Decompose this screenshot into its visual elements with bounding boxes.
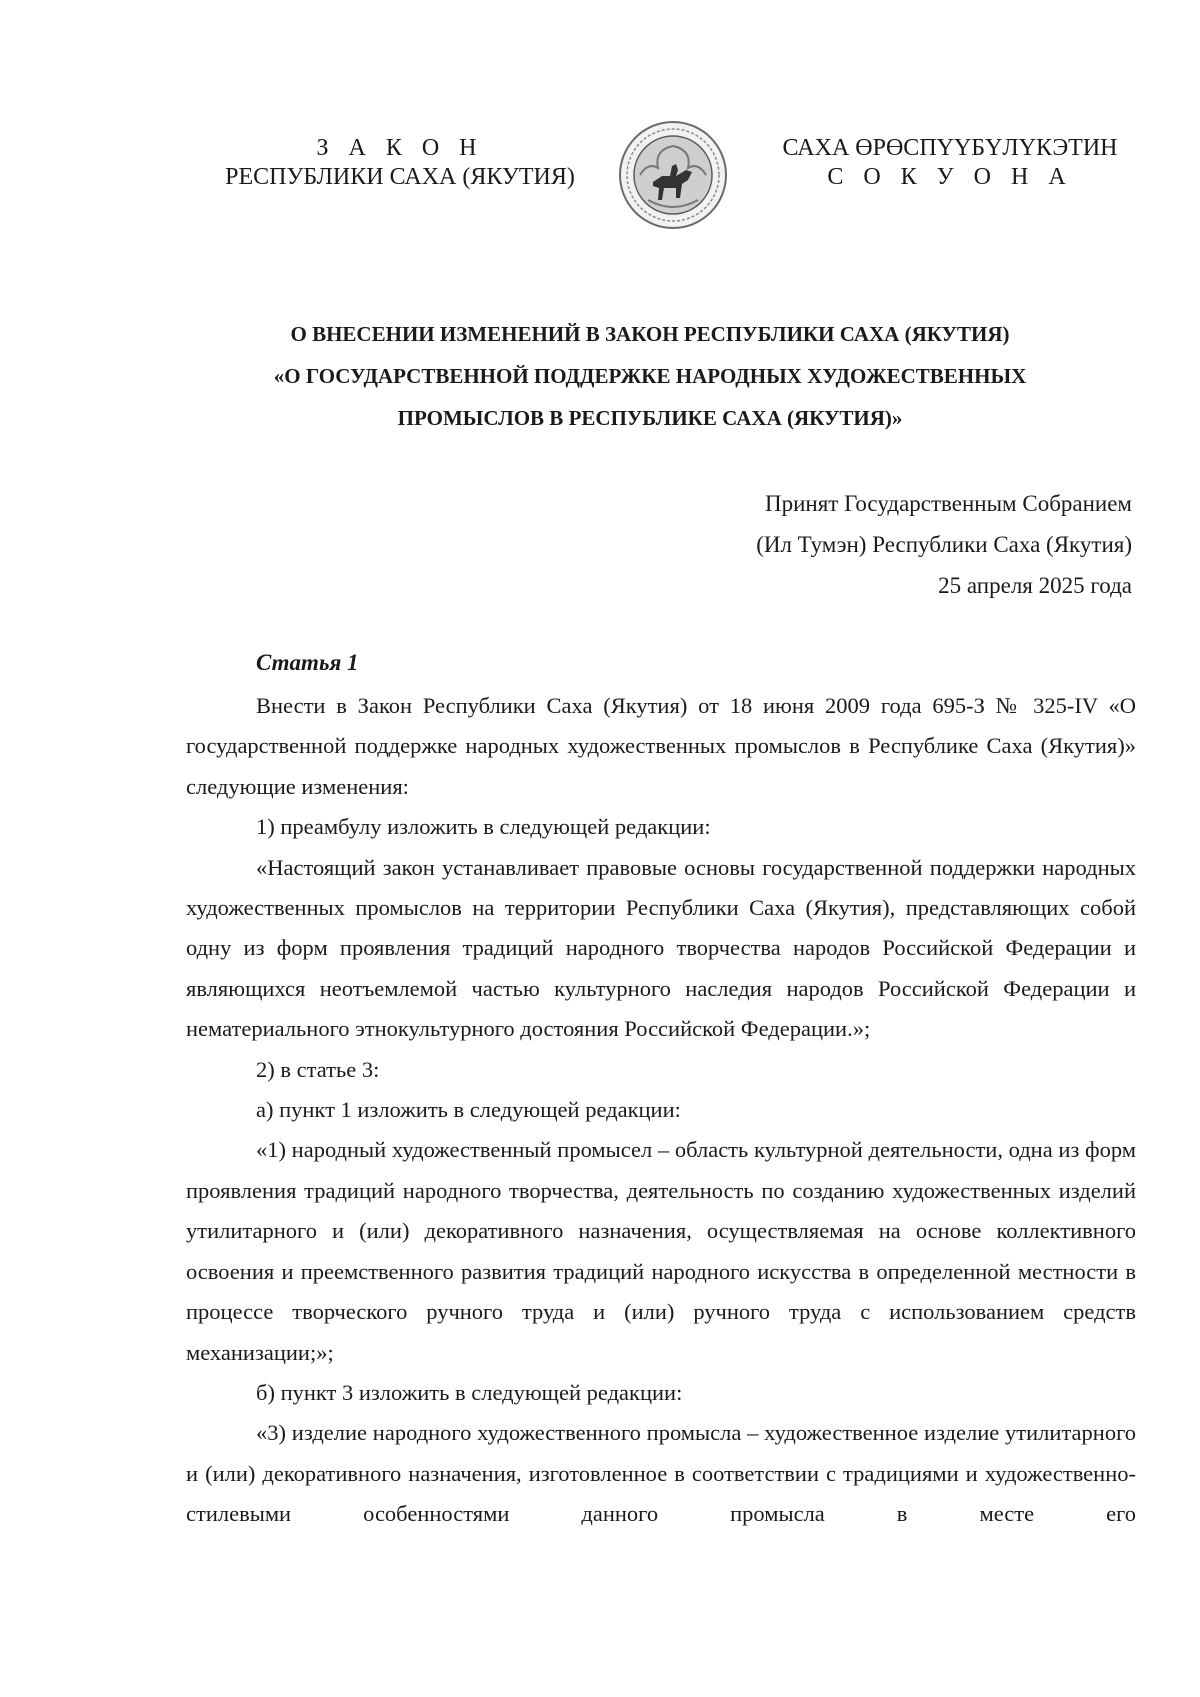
adoption-date: 25 апреля 2025 года	[938, 573, 1132, 598]
paragraph: «Настоящий закон устанавливает правовые основы государственной поддержки народных художественных промыслов на территории Республики Саха (Якутия), представляющих собой одну из форм проявления традиций народного творчества народов Российской Федерации и являющихся неотъемлемой частью культурного наследия народов Российской Федерации и нематериального этнокультурного достояния Российской Федерации.»;	[186, 854, 1136, 1042]
header-left	[210, 134, 590, 192]
title-line-2: «О ГОСУДАРСТВЕННОЙ ПОДДЕРЖКЕ НАРОДНЫХ ХУДОЖЕСТВЕННЫХ	[273, 364, 1027, 388]
adoption-note	[756, 483, 1132, 606]
adoption-line-2: (Ил Тумэн) Республики Саха (Якутия)	[756, 532, 1132, 557]
title-line-3: ПРОМЫСЛОВ В РЕСПУБЛИКЕ САХА (ЯКУТИЯ)»	[397, 406, 903, 430]
article-body	[186, 686, 1136, 1535]
header-right	[760, 134, 1140, 192]
title-line-1: О ВНЕСЕНИИ ИЗМЕНЕНИЙ В ЗАКОН РЕСПУБЛИКИ САХА (ЯКУТИЯ)	[290, 322, 1010, 346]
law-word: З А К О Н	[316, 135, 484, 161]
paragraph: б) пункт 3 изложить в следующей редакции:	[256, 1379, 683, 1405]
paragraph: «1) народный художественный промысел – область культурной деятельности, одна из форм проявления традиций народного творчества, деятельность по созданию художественных изделий утилитарного и (или) декоративного назначения, осуществляемая на основе коллективного освоения и преемственного развития традиций народного искусства в определенной местности в процессе творческого ручного труда и (или) ручного труда с использованием средств механизации;»;	[186, 1137, 1136, 1365]
republic-name-sakha: САХА ӨРӨСПҮҮБҮЛҮКЭТИН	[782, 135, 1118, 161]
republic-name-ru: РЕСПУБЛИКИ САХА (ЯКУТИЯ)	[225, 164, 575, 190]
paragraph: «3) изделие народного художественного промысла – художественное изделие утилитарного и (или) декоративного назначения, изготовленное в соответствии с традициями и художественно-стилевыми особенностями данного промысла в месте его	[186, 1420, 1136, 1527]
adoption-line-1: Принят Государственным Собранием	[764, 491, 1132, 516]
paragraph: Внести в Закон Республики Саха (Якутия) от 18 июня 2009 года 695-З № 325-IV «О государственной поддержке народных художественных промыслов в Республике Саха (Якутия)» следующие изменения:	[186, 693, 1136, 799]
republic-emblem-icon	[618, 120, 728, 230]
paragraph: 1) преамбулу изложить в следующей редакции:	[256, 814, 711, 840]
paragraph: а) пункт 1 изложить в следующей редакции:	[256, 1097, 681, 1123]
law-word-sakha: С О К У О Н А	[827, 164, 1073, 190]
document-title	[120, 313, 1180, 439]
paragraph: 2) в статье 3:	[256, 1056, 380, 1082]
article-heading: Статья 1	[256, 650, 359, 675]
